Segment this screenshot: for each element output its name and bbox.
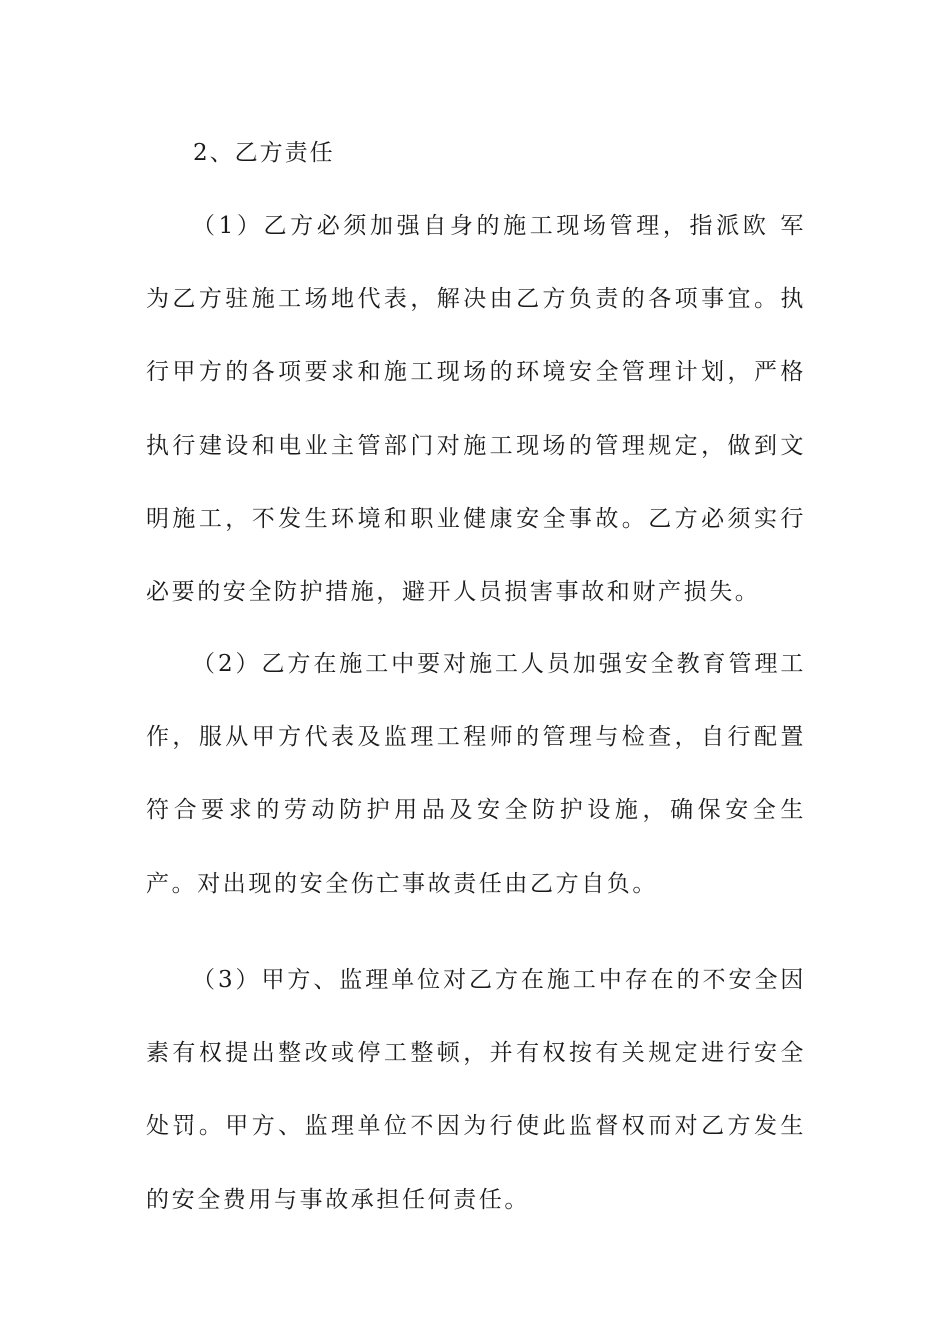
- paragraph-1: （1）乙方必须加强自身的施工现场管理，指派欧 军为乙方驻施工场地代表，解决由乙方负责的各项事宜。执行甲方的各项要求和施工现场的环境安全管理计划，严格执行建设和电业主管部门对施工现场的管理规定，做到文明施工，不发生环境和职业健康安全事故。乙方必须实行必要的安全防护措施，避开人员损害事故和财产损失。: [146, 213, 806, 606]
- paragraph-3: （3）甲方、监理单位对乙方在施工中存在的不安全因素有权提出整改或停工整顿，并有权按有关规定进行安全处罚。甲方、监理单位不因为行使此监督权而对乙方发生的安全费用与事故承担任何责任。: [146, 967, 806, 1213]
- paragraph-2: （2）乙方在施工中要对施工人员加强安全教育管理工作，服从甲方代表及监理工程师的管理与检查，自行配置符合要求的劳动防护用品及安全防护设施，确保安全生产。对出现的安全伤亡事故责任由乙方自负。: [146, 651, 806, 897]
- section-heading: 2、乙方责任: [193, 140, 335, 166]
